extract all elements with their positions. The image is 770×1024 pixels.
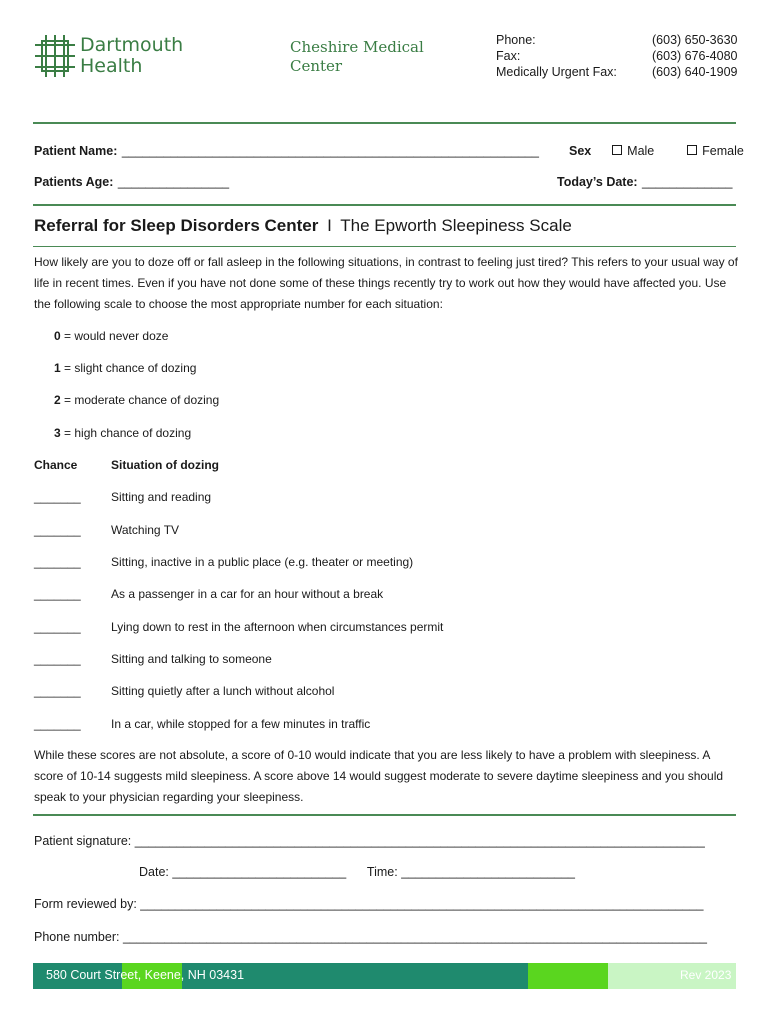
chance-field[interactable]: _______ [34, 717, 81, 731]
title-bold: Referral for Sleep Disorders Center [34, 216, 319, 235]
female-checkbox[interactable] [687, 145, 697, 155]
male-checkbox[interactable] [612, 145, 622, 155]
scale-item: 1 = slight chance of dozing [54, 361, 197, 375]
patient-name-field[interactable]: ____________________________________________________________ [121, 144, 539, 158]
scale-item: 2 = moderate chance of dozing [54, 393, 220, 407]
patient-name-row [34, 142, 539, 160]
sig-date-field[interactable]: _________________________ [172, 865, 347, 879]
situation-text: Watching TV [111, 523, 180, 537]
male-label: Male [627, 144, 655, 158]
situation-text: Sitting and talking to someone [111, 652, 272, 666]
chance-field[interactable]: _______ [34, 620, 81, 634]
fax-label: Fax: [496, 49, 521, 63]
patient-name-label: Patient Name: [34, 144, 118, 158]
chance-field[interactable]: _______ [34, 684, 81, 698]
urgent-fax-value: (603) 640-1909 [652, 65, 738, 79]
scale-item: 3 = high chance of dozing [54, 426, 192, 440]
footer-segment-lime [528, 963, 608, 989]
sig-time-label: Time: [366, 865, 398, 879]
sig-date-label: Date: [139, 865, 169, 879]
phone-value: (603) 650-3630 [652, 33, 738, 47]
urgent-fax-label: Medically Urgent Fax: [496, 65, 617, 79]
title-rest: The Epworth Sleepiness Scale [340, 216, 572, 235]
phone-row [34, 930, 707, 944]
title-separator: I [327, 216, 332, 235]
contact-labels [496, 32, 617, 80]
situation-text: Sitting quietly after a lunch without alcohol [111, 684, 335, 698]
patient-age-field[interactable]: ________________ [117, 175, 230, 189]
cmc-line1: Cheshire Medical [290, 38, 424, 56]
situation-text: Lying down to rest in the afternoon when circumstances permit [111, 620, 444, 634]
situation-text: Sitting, inactive in a public place (e.g. theater or meeting) [111, 555, 414, 569]
chance-field[interactable]: _______ [34, 490, 81, 504]
reviewed-field[interactable]: _________________________________________________________________________________ [140, 897, 704, 911]
title-divider [33, 246, 736, 247]
phone-label: Phone: [496, 33, 536, 47]
phone-number-label: Phone number: [34, 930, 120, 944]
scale-item: 0 = would never doze [54, 329, 169, 343]
situation-text: As a passenger in a car for an hour without a break [111, 587, 384, 601]
reviewed-row [34, 897, 703, 911]
phone-number-field[interactable]: ____________________________________________________________________________________ [122, 930, 707, 944]
intro-paragraph: How likely are you to doze off or fall asleep in the following situations, in contrast to feeling just tired? This refers to your usual way of life in recent times. Even if you have not done some of these things recently try to work out how they would have affected you. Use the following scale to choose the most appropriate number for each situation: [34, 255, 738, 311]
chance-field[interactable]: _______ [34, 652, 81, 666]
sig-time-field[interactable]: _________________________ [401, 865, 576, 879]
header-divider [33, 122, 736, 124]
cmc-line2: Center [290, 57, 343, 75]
patient-age-row [34, 173, 229, 191]
dartmouth-logo-icon [33, 33, 77, 79]
fax-value: (603) 676-4080 [652, 49, 738, 63]
signature-label: Patient signature: [34, 834, 132, 848]
date-time-row [139, 865, 575, 879]
logo-line2: Health [80, 55, 143, 77]
chance-field[interactable]: _______ [34, 587, 81, 601]
situation-text: In a car, while stopped for a few minutes in traffic [111, 717, 371, 731]
patient-age-label: Patients Age: [34, 175, 114, 189]
chance-field[interactable]: _______ [34, 523, 81, 537]
signature-field[interactable]: __________________________________________________________________________________ [134, 834, 705, 848]
form-title [34, 216, 572, 236]
reviewed-label: Form reviewed by: [34, 897, 137, 911]
conclusion-paragraph: While these scores are not absolute, a score of 0-10 would indicate that you are less likely to have a problem with sleepiness. A score of 10-14 suggests mild sleepiness. A score above 14 would suggest moderate to severe daytime sleepiness and you should speak to your physician regarding your sleepiness. [34, 748, 724, 804]
logo-line1: Dartmouth [80, 34, 184, 56]
sex-group [569, 142, 744, 160]
footer-revision: Rev 2023 [680, 968, 732, 982]
signature-row [34, 834, 705, 848]
sex-label: Sex [569, 144, 592, 158]
logo-text [80, 35, 183, 77]
cheshire-medical-name [290, 38, 424, 76]
patient-divider [33, 204, 736, 206]
footer-segment-dark [246, 963, 528, 989]
todays-date-field[interactable]: _____________ [642, 175, 733, 189]
situation-header: Situation of dozing [111, 458, 219, 472]
situation-text: Sitting and reading [111, 490, 212, 504]
contact-values [652, 32, 737, 80]
conclusion-divider [33, 814, 736, 816]
todays-date-label: Today’s Date: [557, 175, 638, 189]
todays-date-row [557, 173, 732, 191]
chance-header: Chance [34, 458, 78, 472]
female-label: Female [702, 144, 744, 158]
chance-field[interactable]: _______ [34, 555, 81, 569]
footer-address: 580 Court Street, Keene, NH 03431 [46, 968, 245, 982]
